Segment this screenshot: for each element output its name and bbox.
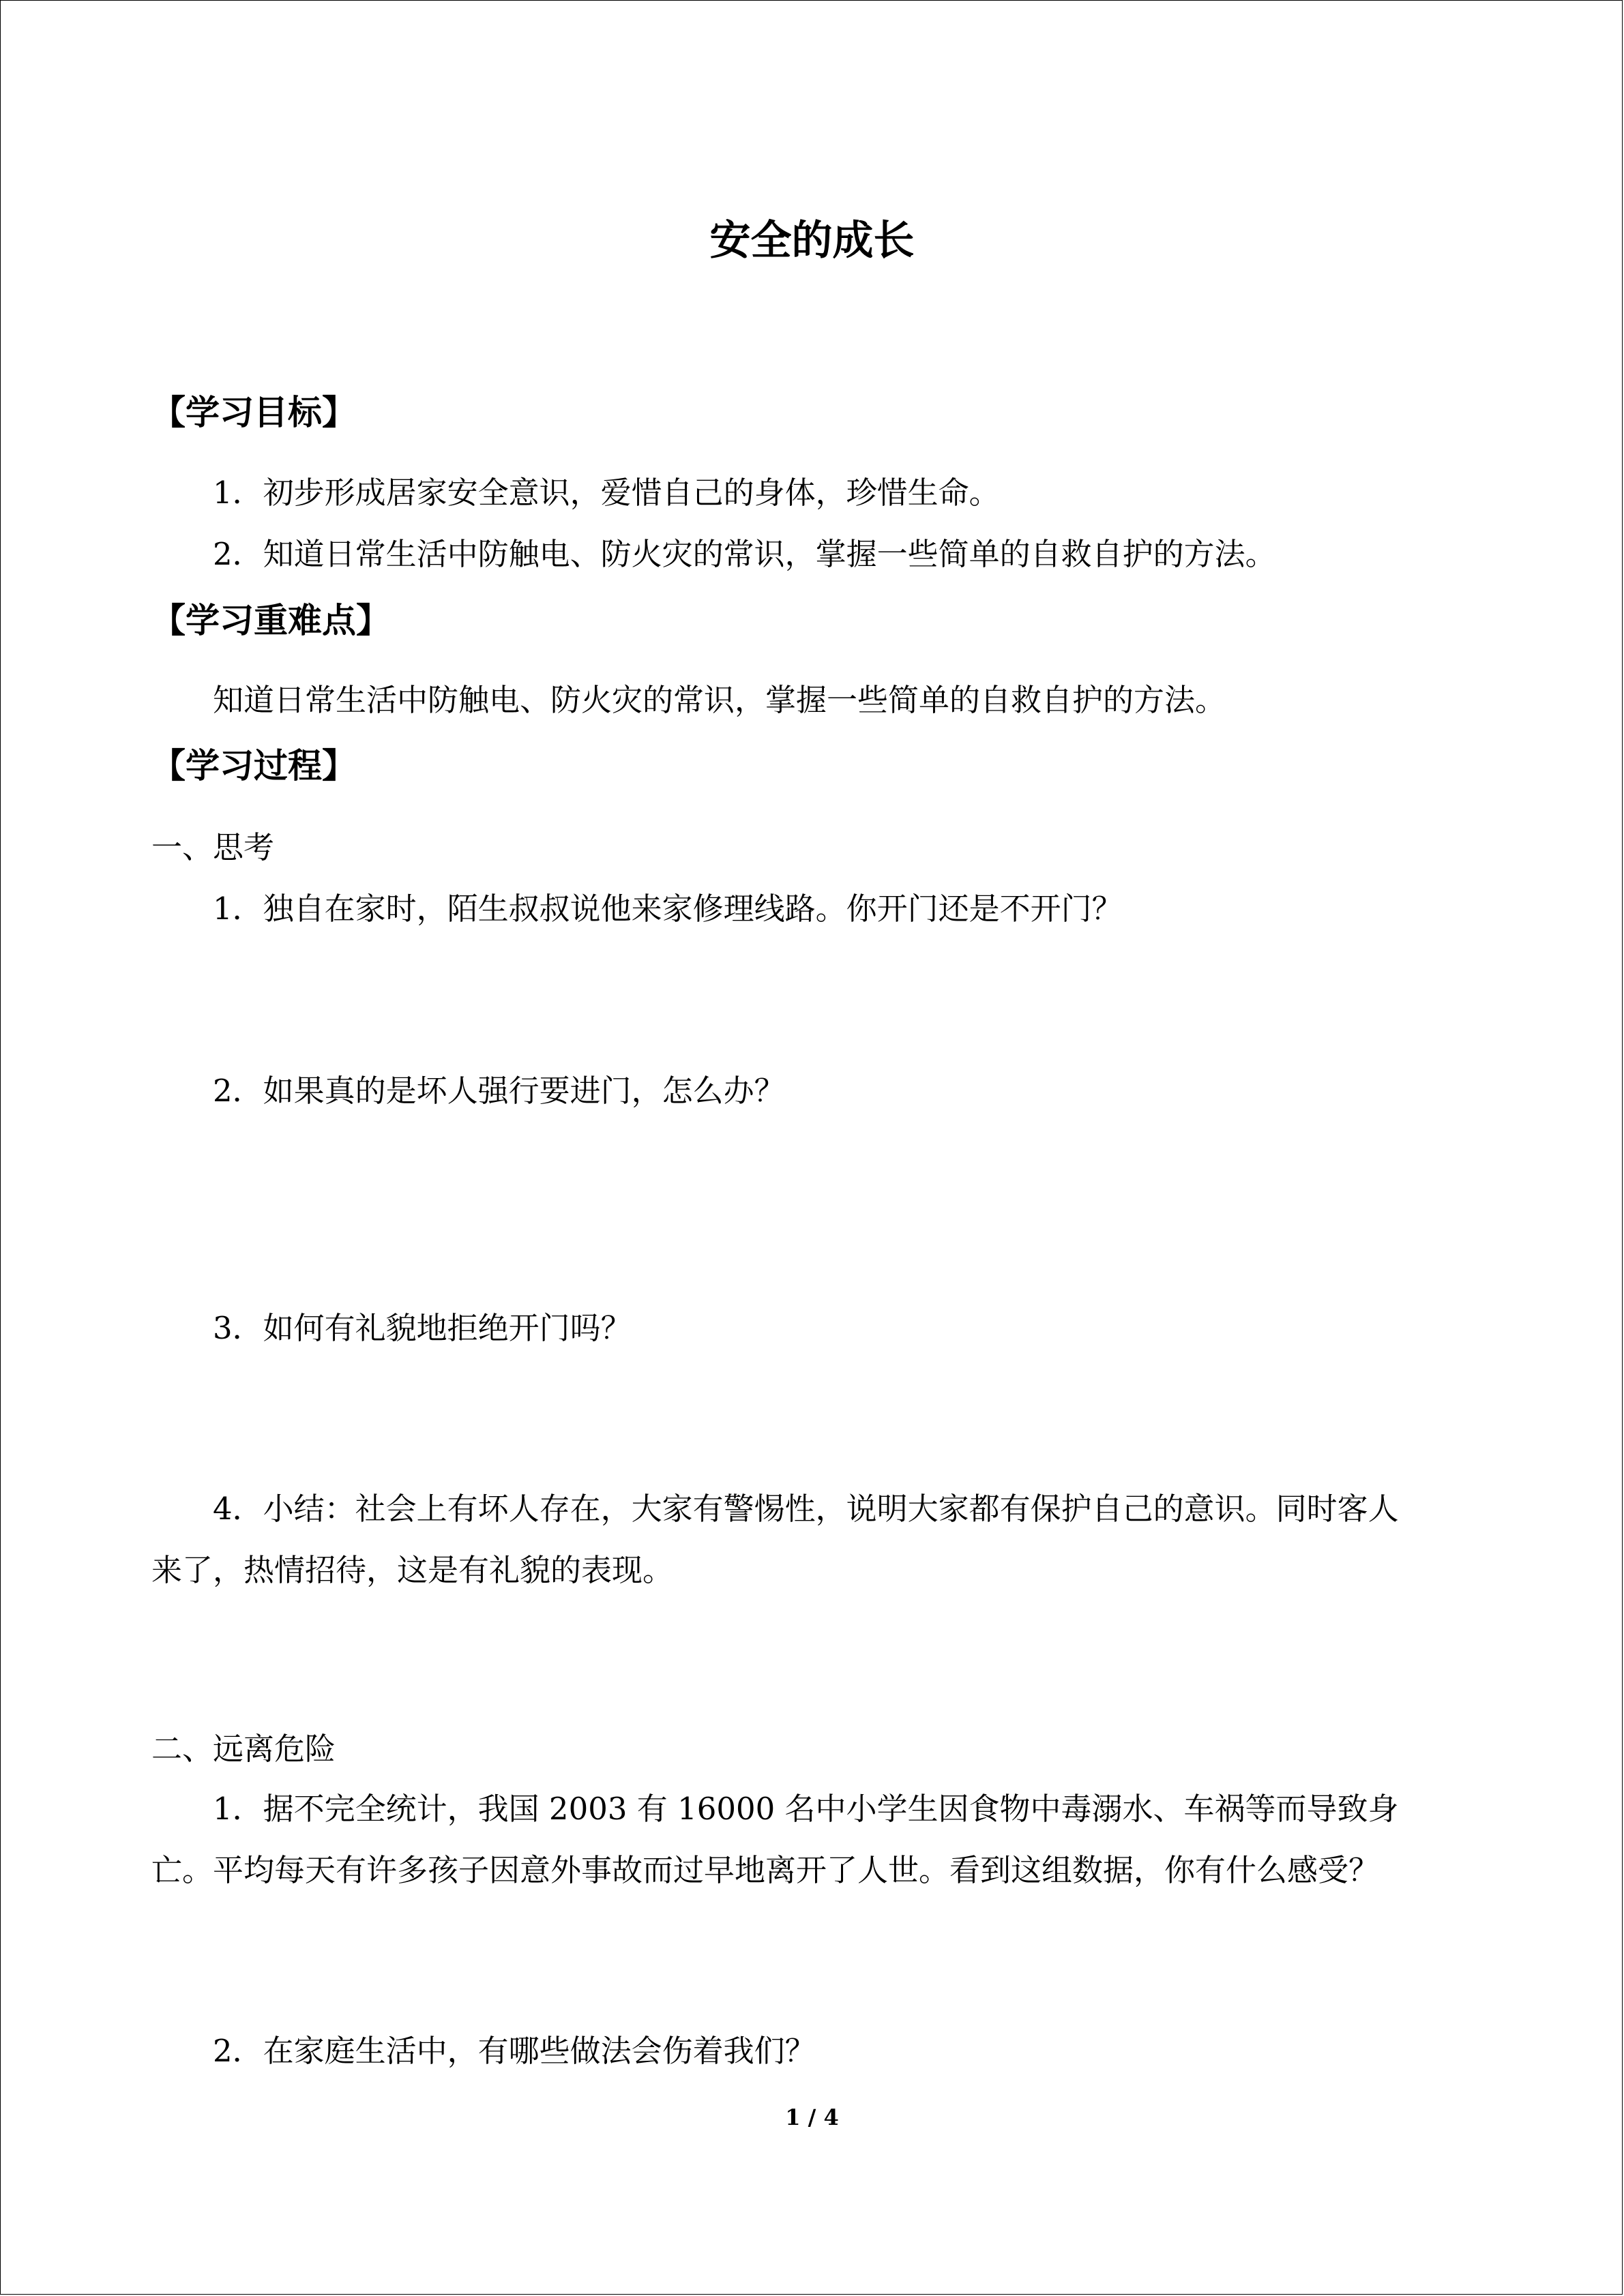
part1-summary-line-1: 4．小结：社会上有坏人存在，大家有警惕性，说明大家都有保护自己的意识。同时客人 xyxy=(213,1491,1399,1527)
objectives-heading: 【学习目标】 xyxy=(151,393,356,432)
process-heading: 【学习过程】 xyxy=(151,746,356,786)
part2-title: 二、远离危险 xyxy=(151,1731,336,1767)
key-points-text: 知道日常生活中防触电、防火灾的常识，掌握一些简单的自救自护的方法。 xyxy=(213,682,1226,718)
part1-summary-line-2: 来了，热情招待，这是有礼貌的表现。 xyxy=(151,1552,674,1588)
part2-question-1-line-2: 亡。平均每天有许多孩子因意外事故而过早地离开了人世。看到这组数据，你有什么感受？ xyxy=(151,1852,1380,1888)
part1-question-2: 2．如果真的是坏人强行要进门，怎么办？ xyxy=(213,1073,785,1109)
part1-question-1: 1．独自在家时，陌生叔叔说他来家修理线路。你开门还是不开门？ xyxy=(213,891,1123,927)
key-points-heading: 【学习重难点】 xyxy=(151,601,390,640)
page-number: 1 / 4 xyxy=(785,2104,839,2130)
page-title: 安全的成长 xyxy=(709,217,915,265)
part2-question-1-line-1: 1．据不完全统计，我国 2003 有 16000 名中小学生因食物中毒溺水、车祸等而导致身 xyxy=(213,1791,1399,1827)
objective-item-1: 1．初步形成居家安全意识，爱惜自己的身体，珍惜生命。 xyxy=(213,475,1000,511)
part2-question-2: 2．在家庭生活中，有哪些做法会伤着我们？ xyxy=(213,2033,816,2069)
objective-item-2: 2．知道日常生活中防触电、防火灾的常识，掌握一些简单的自救自护的方法。 xyxy=(213,536,1276,572)
part1-title: 一、思考 xyxy=(151,829,275,865)
part1-question-3: 3．如何有礼貌地拒绝开门吗？ xyxy=(213,1310,632,1346)
